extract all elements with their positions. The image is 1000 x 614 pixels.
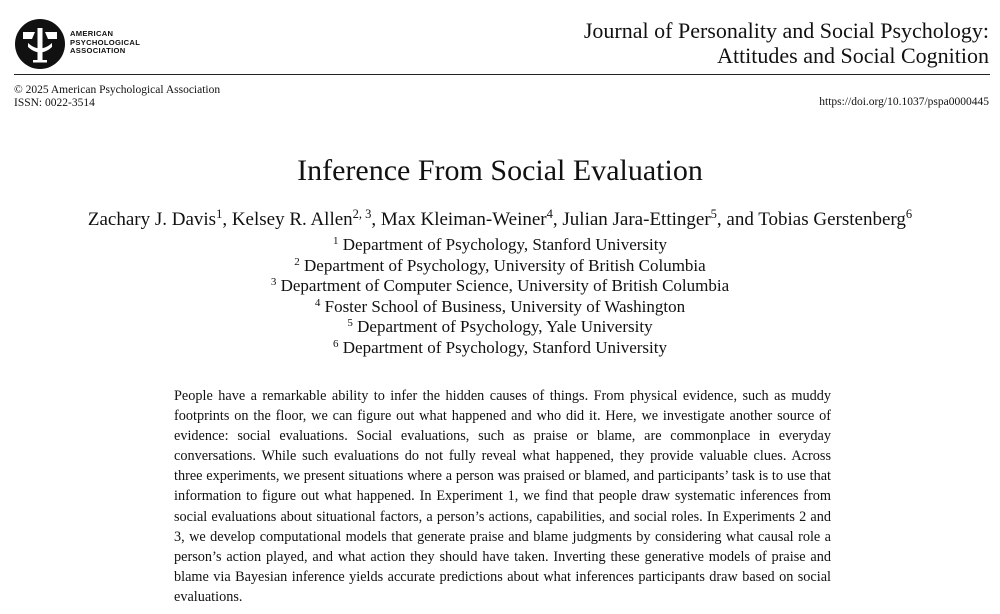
affiliation-text: Department of Psychology, Stanford University: [338, 337, 667, 357]
affiliation: [0, 235, 1000, 256]
affiliation-text: Department of Psychology, Stanford University: [338, 235, 667, 254]
author-list: [0, 208, 1000, 232]
issn: ISSN: 0022-3514: [14, 97, 95, 109]
author-affiliation-number: 4: [546, 207, 553, 221]
affiliation-number: 1: [333, 235, 339, 247]
author-separator: , and: [716, 209, 759, 230]
affiliation: [0, 276, 1000, 297]
journal-title-line-2: Attitudes and Social Cognition: [717, 43, 989, 68]
affiliation: [0, 317, 1000, 338]
author-affiliation-number: 5: [710, 207, 717, 221]
journal-title: [584, 18, 989, 68]
affiliation-text: Foster School of Business, University of Washington: [320, 296, 686, 316]
author-separator: ,: [371, 209, 381, 230]
affiliation-list: [0, 235, 1000, 359]
author-separator: ,: [552, 209, 563, 230]
author-affiliation-number: 6: [905, 207, 913, 221]
affiliation-text: Department of Psychology, Yale University: [352, 317, 653, 337]
affiliation-number: 3: [270, 276, 277, 289]
affiliation-number: 5: [347, 317, 353, 330]
publisher-name: [70, 30, 140, 56]
author-separator: ,: [222, 209, 232, 230]
author-name: Zachary J. Davis: [87, 209, 217, 230]
author: [232, 209, 381, 230]
abstract: People have a remarkable ability to infer the hidden causes of things. From physical evidence, such as muddy footprints on the floor, we can figure out what happened and who did it. Here, we investigate another source of evidence: social evaluations. Social evaluations, such as praise or blame, are commonplace in everyday conversations. While such evaluations do not fully reveal what happened, they provide valuable clues. Across three experiments, we present situations where a person was praised or blamed, and participants’ task is to use that information to figure out what happened. In Experiment 1, we find that people draw systematic inferences from social evaluations about situational factors, a person’s actions, capabilities, and social roles. In Experiments 2 and 3, we develop computational models that generate praise and blame judgments by considering what causal role a person’s action played, and what action they should have taken. Inverting these generative models of praise and blame via Bayesian inference yields accurate predictions about what inferences participants draw based on social evaluations.: [174, 388, 831, 605]
publisher-name-line: PSYCHOLOGICAL: [70, 37, 141, 47]
author-affiliation-number: 2, 3: [352, 207, 372, 221]
journal-title-line-1: Journal of Personality and Social Psychology:: [583, 18, 989, 43]
affiliation-text: Department of Computer Science, University of British Columbia: [276, 276, 730, 296]
affiliation-number: 2: [294, 255, 300, 268]
author-name: Julian Jara-Ettinger: [562, 209, 711, 230]
author-name: Kelsey R. Allen: [231, 209, 353, 230]
author: [758, 209, 912, 230]
publisher-name-line: AMERICAN: [70, 29, 114, 38]
page-header: [0, 0, 1000, 76]
copyright-block: [14, 84, 220, 110]
doi-link[interactable]: https://doi.org/10.1037/pspa0000445: [819, 96, 989, 108]
author: [88, 209, 232, 230]
copyright-notice: © 2025 American Psychological Association: [14, 84, 221, 96]
author-affiliation-number: 1: [216, 207, 223, 221]
affiliation-number: 4: [314, 296, 321, 309]
author-name: Tobias Gerstenberg: [758, 209, 906, 230]
affiliation: [0, 256, 1000, 277]
apa-logo-icon: [14, 18, 66, 70]
author: [562, 209, 758, 230]
paper-title: Inference From Social Evaluation: [297, 154, 703, 187]
header-divider: [14, 74, 990, 75]
author: [381, 209, 562, 230]
author-name: Max Kleiman-Weiner: [380, 209, 547, 230]
publisher-name-line: ASSOCIATION: [70, 46, 126, 56]
affiliation: [0, 338, 1000, 359]
affiliation-number: 6: [333, 337, 339, 350]
affiliation: [0, 297, 1000, 318]
affiliation-text: Department of Psychology, University of British Columbia: [299, 255, 706, 275]
